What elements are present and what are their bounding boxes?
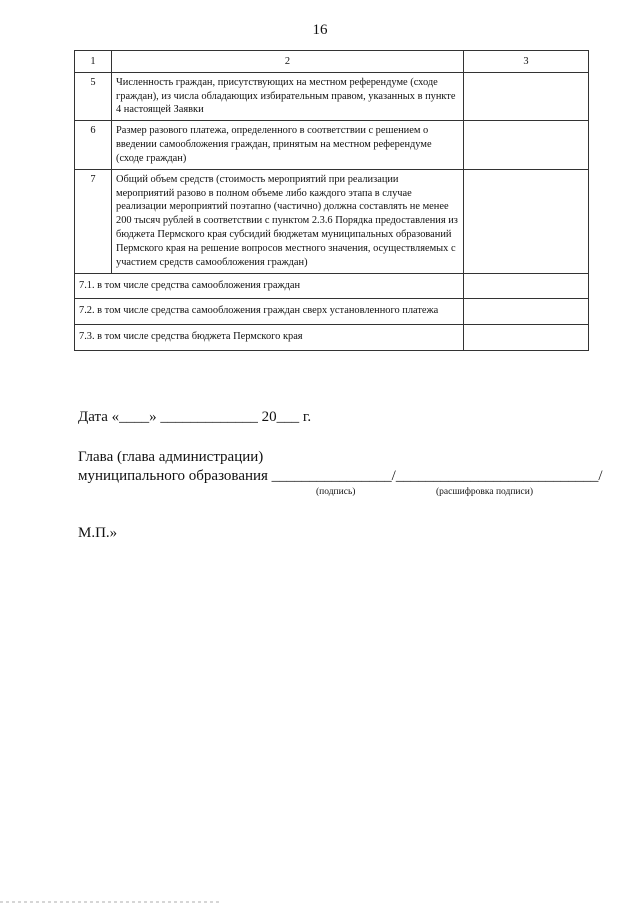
subrow-description: 7.3. в том числе средства бюджета Пермского края <box>75 325 464 351</box>
column-header-1: 1 <box>75 51 112 73</box>
row-description: Размер разового платежа, определенного в соответствии с решением о введении самообложения граждан, принятым на местном референдуме (сходе граждан) <box>112 121 464 169</box>
row-number: 7 <box>75 169 112 273</box>
page-number: 16 <box>312 22 328 38</box>
row-number: 5 <box>75 72 112 120</box>
signature-decoding-caption: (расшифровка подписи) <box>436 487 533 497</box>
table-row <box>75 169 589 273</box>
row-value-cell[interactable] <box>464 169 589 273</box>
table-header-row <box>75 51 589 73</box>
signature-caption: (подпись) <box>316 487 356 497</box>
column-header-3: 3 <box>464 51 589 73</box>
table-subrow <box>75 299 589 325</box>
stamp-place: М.П.» <box>78 525 118 541</box>
row-description: Численность граждан, присутствующих на местном референдуме (сходе граждан), из числа обладающих избирательным правом, указанных в пункте 4 настоящей Заявки <box>112 72 464 120</box>
row-value-cell[interactable] <box>464 72 589 120</box>
subrow-value-cell[interactable] <box>464 273 589 299</box>
subrow-description: 7.1. в том числе средства самообложения граждан <box>75 273 464 299</box>
table-row <box>75 72 589 120</box>
date-line[interactable]: Дата «____» _____________ 20___ г. <box>78 409 312 425</box>
signature-line[interactable]: муниципального образования ________________/___________________________/ <box>78 468 603 484</box>
application-table <box>74 50 589 351</box>
scan-artifact <box>0 901 220 903</box>
table-subrow <box>75 273 589 299</box>
row-number: 6 <box>75 121 112 169</box>
head-title: Глава (глава администрации) <box>78 449 264 465</box>
column-header-2: 2 <box>112 51 464 73</box>
subrow-value-cell[interactable] <box>464 325 589 351</box>
table-row <box>75 121 589 169</box>
row-description: Общий объем средств (стоимость мероприятий при реализации мероприятий разово в полном объеме либо каждого этапа в случае реализации мероприятий поэтапно (частично) должна составлять не менее 200 тысяч рублей в соответствии с пунктом 2.3.6 Порядка предоставления из бюджета Пермского края субсидий бюджетам муниципальных образований Пермского края на решение вопросов местного значения, осуществляемых с участием средств самообложения граждан) <box>112 169 464 273</box>
row-value-cell[interactable] <box>464 121 589 169</box>
subrow-value-cell[interactable] <box>464 299 589 325</box>
subrow-description: 7.2. в том числе средства самообложения граждан сверх установленного платежа <box>75 299 464 325</box>
table-subrow <box>75 325 589 351</box>
